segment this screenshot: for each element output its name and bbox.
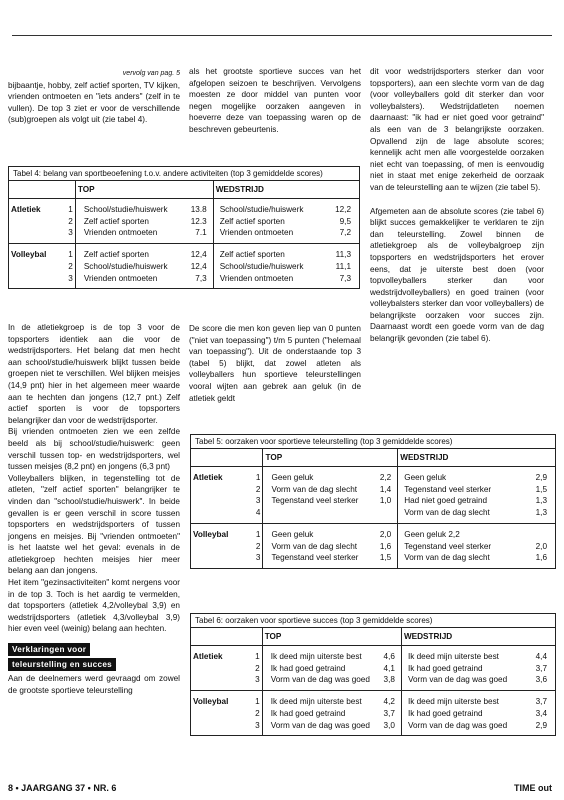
table-row: [9, 244, 359, 261]
table-5: [190, 434, 556, 569]
section-heading: [8, 643, 148, 671]
rank-cell: 3: [61, 273, 75, 289]
wedstrijd-item-cell: Vorm van de dag slecht: [404, 553, 490, 563]
table-row: [191, 467, 555, 484]
rank-cell: 2: [248, 484, 263, 496]
col-header-wedstrijd: WEDSTRIJD: [401, 628, 555, 646]
wedstrijd-item-cell: Vorm van de dag slecht: [398, 507, 514, 523]
group-label: Volleybal: [193, 529, 229, 539]
top-item-cell: Ik deed mijn uiterste best: [270, 652, 362, 661]
footer-issue: 8 • JAARGANG 37 • NR. 6: [8, 783, 117, 793]
table-row: [191, 691, 555, 708]
wedstrijd-score-cell: 11,1: [335, 261, 351, 271]
score-paragraph: De score die men kon geven liep van 0 punten ("niet van toepassing") t/m 5 punten ("helemaal van toepassing"). Uit de onderstaande top 3 (tabel 5) blijkt, dat zowel atleten als volleyballers hun sportieve teleurstellingen vooral wijten aan gebrek aan geluk (in de atletiek geldt: [189, 324, 361, 403]
top-score-cell: 3,8: [381, 674, 401, 690]
top-item-cell: Ik had goed getraind: [270, 663, 346, 673]
col-header-top: TOP: [75, 181, 213, 199]
closing-paragraph: Aan de deelnemers werd gevraagd om zowel de grootste sportieve teleurstelling: [8, 674, 180, 695]
col-header-top: TOP: [263, 449, 398, 467]
top-item-cell: Zelf actief sporten: [83, 250, 149, 260]
top-score-cell: 2,0: [377, 523, 397, 540]
top-score-cell: 1,6: [377, 541, 397, 553]
wedstrijd-item-cell: Ik deed mijn uiterste best: [407, 652, 499, 661]
top-item-cell: Vorm van de dag was goed: [270, 720, 370, 730]
table-row: [9, 227, 359, 243]
rank-cell: 1: [248, 467, 263, 484]
body-paragraph-1: In de atletiekgroep is de top 3 voor de topsporters identiek aan die voor de wedstrijdsporters. Het belang dat men hecht aan school/studie/huiswerk blijkt tussen beide groepen niet te verschillen. Wel blijken meisjes (14,9 pnt) hier in het algemeen meer waarde aan te hechten dan jongens (12,7 pnt.) Zelf actief sporten is voor de topsporters belangrijker dan voor de wedstrijdsporter.: [8, 323, 180, 425]
wedstrijd-item-cell: Tegenstand veel sterker: [404, 541, 492, 551]
wedstrijd-item-cell: Ik deed mijn uiterste best: [407, 697, 499, 707]
wedstrijd-item-cell: Ik had goed getraind: [407, 708, 483, 718]
intro-paragraph: bijbaantje, hobby, zelf actief sporten, TV kijken, vrienden ontmoeten en "iets anders" (zelf in te vullen). De top 3 ziet er voor de verschillende (sub)groepen als volgt uit (zie tabel 4).: [8, 80, 180, 125]
top-score-cell: 12,4: [187, 244, 213, 261]
group-label: Volleybal: [11, 250, 47, 260]
rank-cell: 1: [248, 691, 263, 708]
table-row: [191, 646, 555, 663]
top-score-cell: 4,1: [381, 663, 401, 675]
table-caption: Tabel 5: oorzaken voor sportieve teleurstelling (top 3 gemiddelde scores): [191, 435, 555, 449]
table-grid: [9, 181, 359, 288]
wedstrijd-item-cell: Vorm van de dag was goed: [407, 720, 508, 730]
wedstrijd-score-cell: 1,5: [535, 484, 547, 494]
table-row: [191, 523, 555, 540]
col-header-wedstrijd: WEDSTRIJD: [398, 449, 555, 467]
section-heading-line-1: Verklaringen voor: [8, 643, 90, 656]
column-1-body: [8, 322, 180, 696]
top-item-cell: Vorm van de dag was goed: [262, 674, 381, 690]
rank-cell: 2: [248, 541, 263, 553]
table-4: [8, 166, 360, 289]
top-score-cell: 7,3: [187, 273, 213, 289]
table-grid: [191, 628, 555, 735]
top-score-cell: 1,5: [377, 552, 397, 568]
wedstrijd-item-cell: Vrienden ontmoeten: [219, 273, 294, 283]
footer-magazine: TIME out: [514, 783, 552, 793]
wedstrijd-score-cell: 12,2: [335, 205, 351, 214]
rank-cell: 3: [248, 552, 263, 568]
wedstrijd-item-cell: Vorm van de dag was goed: [401, 674, 520, 690]
wedstrijd-score-cell: [514, 523, 555, 540]
column-2-body: [189, 323, 361, 404]
top-item-cell: Tegenstand veel sterker: [271, 553, 359, 563]
top-item-cell: [263, 507, 377, 523]
top-score-cell: 3,0: [381, 720, 401, 736]
wedstrijd-item-cell: Vrienden ontmoeten: [213, 227, 323, 243]
body-paragraph-4: Het item "gezinsactiviteiten" komt nergens voor in de top 3. Toch is het aardig te vermelden, dat topsporters (atletiek 4,2/volleybal 3,9) en wedstrijdsporters (atletiek 4,3/volleybal 3,9) hier even veel (weinig) belang aan hechten.: [8, 578, 180, 634]
wedstrijd-item-cell: Zelf actief sporten: [219, 250, 285, 260]
wedstrijd-score-cell: 2,9: [535, 720, 547, 730]
table-caption: Tabel 4: belang van sportbeoefening t.o.v. andere activiteiten (top 3 gemiddelde scores): [9, 167, 359, 181]
wedstrijd-score-cell: 3,7: [535, 697, 547, 707]
top-rule: [12, 35, 552, 36]
wedstrijd-score-cell: 7,3: [339, 273, 351, 283]
wedstrijd-score-cell: 1,3: [535, 496, 547, 506]
table-grid: [191, 449, 555, 568]
table-header: [191, 449, 555, 467]
table-caption: Tabel 6: oorzaken voor sportieve succes (top 3 gemiddelde scores): [191, 614, 555, 628]
top-item-cell: Vorm van de dag slecht: [271, 541, 358, 551]
col-header-top: TOP: [262, 628, 401, 646]
wedstrijd-score-cell: 9,5: [339, 216, 351, 226]
table-row: [9, 216, 359, 228]
continued-note: vervolg van pag. 5: [122, 70, 180, 77]
rank-cell: 3: [248, 720, 263, 736]
rank-cell: 2: [61, 261, 75, 273]
group-label: Atletiek: [191, 467, 248, 524]
rank-cell: 1: [61, 244, 75, 261]
top-item-cell: Ik had goed getraind: [270, 708, 346, 718]
body-paragraph-3: Volleyballers blijken, in tegenstelling tot de atleten, "zelf actief sporten" belangrijker te vinden dan "school/studie/huiswerk". In beide gevallen is er geen verschil in score tussen topsporters en wedstrijdsporters of tussen jongens en meisjes. Bij "vrienden ontmoeten" is het laatste wel het geval: evenals in de atletiekgroep hechten meisjes hier meer belang aan dan jongens.: [8, 473, 180, 576]
top-score-cell: 4,2: [381, 691, 401, 708]
top-score-cell: 1,4: [377, 484, 397, 496]
wedstrijd-item-cell: Had niet goed getraind: [404, 496, 488, 506]
top-score-cell: 13.8: [187, 199, 213, 216]
wedstrijd-item-cell: School/studie/huiswerk: [219, 261, 304, 271]
top-item-cell: School/studie/huiswerk: [83, 261, 168, 271]
top-score-cell: [377, 507, 397, 523]
top-item-cell: Vorm van de dag slecht: [271, 484, 358, 494]
top-score-cell: 2,2: [377, 467, 397, 484]
table-row: [9, 261, 359, 273]
group-label: Atletiek: [9, 199, 61, 244]
group-label: Atletiek: [191, 646, 248, 691]
column-1-top: [8, 68, 180, 126]
group-label: Volleybal: [193, 697, 229, 707]
top-score-cell: 7.1: [187, 227, 213, 243]
rank-cell: 3: [248, 674, 263, 690]
wedstrijd-score-cell: 3,4: [535, 708, 547, 718]
wedstrijd-item-cell: School/studie/huiswerk: [219, 205, 304, 214]
column-3-top: [370, 66, 544, 345]
rank-cell: 1: [248, 523, 263, 540]
top-item-cell: Ik deed mijn uiterste best: [270, 697, 362, 707]
disappointment-paragraph: dit voor wedstrijdsporters sterker dan voor topsporters), aan een slechte vorm van de dag (voor volleyballers gold dit sterker dan voor volleybalsters). Wedstrijdatleten noemen daarnaast: "ik had er niet goed voor getraind" als een van de 3 belangrijkste oorzaken. Opvallend zijn de lage absolute scores; kennelijk acht men alle voorgestelde oorzaken niet echt van toepassing, of men is eenvoudig niet in staat met enige zekerheid de oorzaak van de teleurstelling aan te wijzen (zie tabel 5).: [370, 67, 544, 192]
top-item-cell: Vrienden ontmoeten: [75, 227, 187, 243]
top-score-cell: 4,6: [381, 646, 401, 663]
rank-cell: 3: [248, 495, 263, 507]
wedstrijd-score-cell: 2,0: [535, 541, 547, 551]
top-item-cell: Tegenstand veel sterker: [271, 496, 359, 506]
top-score-cell: 1,0: [377, 495, 397, 507]
wedstrijd-score-cell: 1,3: [514, 507, 555, 523]
table-header: [191, 628, 555, 646]
rank-cell: 1: [61, 199, 75, 216]
success-paragraph: Afgemeten aan de absolute scores (zie tabel 6) blijkt succes gemakkelijker te verklaren te zijn dan teleurstelling. Zowel binnen de atletiekgroep als de volleybalgroep zijn topsporters en wedstrijdsporters het erover eens, dat je uiterste best doen (voor topvolleyballers sterker dan voor wedstrijdvolleyballers) en goed trainen (voor volleybalsters sterker dan voor volleyballers) de belangrijkste oorzaken voor succes zijn. Daarnaast wordt een goede vorm van de dag belangrijk gevonden (zie tabel 6).: [370, 206, 544, 344]
rank-cell: 3: [61, 227, 75, 243]
wedstrijd-item-cell: Zelf actief sporten: [219, 216, 285, 226]
wedstrijd-score-cell: 2,9: [535, 473, 547, 482]
method-paragraph: als het grootste sportieve succes van het afgelopen seizoen te beschrijven. Vervolgens moesten ze door middel van punten voor negen mogelijke oorzaken aangeven in hoeverre deze van toepassing waren op de beschreven gebeurtenis.: [189, 67, 361, 134]
table-6: [190, 613, 556, 736]
wedstrijd-score-cell: 1,6: [535, 553, 547, 563]
wedstrijd-item-cell: Tegenstand veel sterker: [404, 484, 492, 494]
wedstrijd-score-cell: 4,4: [535, 652, 547, 661]
wedstrijd-score-cell: 3,6: [521, 674, 555, 690]
top-score-cell: 12,4: [187, 261, 213, 273]
table-row: [9, 199, 359, 216]
rank-cell: 2: [61, 216, 75, 228]
top-score-cell: 12.3: [187, 216, 213, 228]
rank-cell: 2: [248, 708, 263, 720]
table-header: [9, 181, 359, 199]
rank-cell: 1: [248, 646, 263, 663]
top-score-cell: 3,7: [381, 708, 401, 720]
top-item-cell: School/studie/huiswerk: [83, 205, 168, 214]
rank-cell: 4: [248, 507, 263, 523]
top-item-cell: Zelf actief sporten: [83, 216, 149, 226]
wedstrijd-score-cell: 7,2: [323, 227, 359, 243]
table-row: [9, 273, 359, 289]
top-item-cell: Vrienden ontmoeten: [83, 273, 158, 283]
wedstrijd-item-cell: Geen geluk: [404, 473, 447, 482]
wedstrijd-item-cell: Geen geluk 2,2: [404, 529, 460, 539]
section-heading-line-2: teleurstelling en succes: [8, 658, 116, 671]
wedstrijd-score-cell: 11,3: [335, 250, 351, 260]
wedstrijd-score-cell: 3,7: [535, 663, 547, 673]
body-paragraph-2: Bij vrienden ontmoeten zien we een zelfde beeld als bij school/studie/huiswerk: geen verschil tussen top- en wedstrijdsporters, wel tussen meisjes (8,2 pnt) en jongens (6,3 pnt): [8, 427, 180, 472]
wedstrijd-item-cell: Ik had goed getraind: [407, 663, 483, 673]
rank-cell: 2: [248, 663, 263, 675]
col-header-wedstrijd: WEDSTRIJD: [213, 181, 359, 199]
column-2-top: [189, 66, 361, 136]
top-item-cell: Geen geluk: [271, 529, 314, 539]
top-item-cell: Geen geluk: [271, 473, 314, 482]
